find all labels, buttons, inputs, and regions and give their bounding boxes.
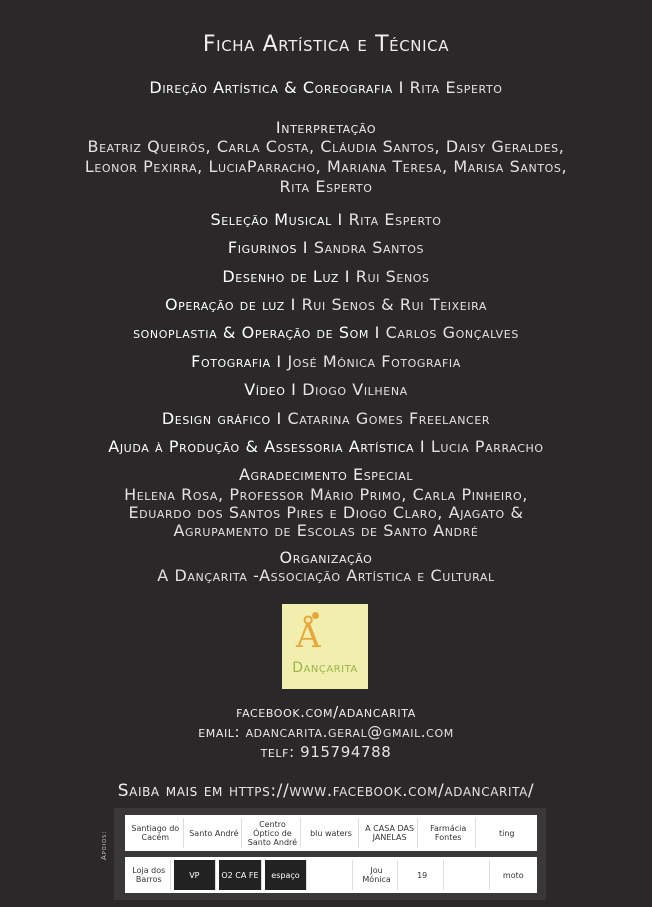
credit-direcao xyxy=(0,78,652,98)
credit-name: Catarina Gomes Freelancer xyxy=(287,409,491,428)
saiba-url-link[interactable]: https://www.facebook.com/adancarita/ xyxy=(229,781,535,801)
credit-item xyxy=(0,437,652,457)
saiba-label: Saiba mais em xyxy=(117,781,224,801)
credit-role: Ajuda à Produção & Assessoria Artística xyxy=(108,437,415,456)
sponsor-logo: Santo André xyxy=(187,818,243,848)
credit-role: Vídeo xyxy=(244,380,286,399)
sponsors-row-2 xyxy=(125,857,537,893)
credit-name: José Mónica Fotografia xyxy=(287,352,461,371)
apoios-label: Apoios: xyxy=(100,830,108,860)
credit-name: Diogo Vilhena xyxy=(302,380,408,399)
credit-separator: I xyxy=(337,210,343,229)
sponsor-logo xyxy=(310,860,353,890)
credit-name: Rita Esperto xyxy=(348,210,442,229)
credit-separator: I xyxy=(374,323,380,342)
sponsor-logo: Loja dos Barros xyxy=(128,860,171,890)
sponsor-logo: moto xyxy=(502,870,524,880)
facebook-link[interactable]: facebook.com/adancarita xyxy=(236,703,416,721)
sponsor-logo: Farmácia Fontes xyxy=(421,818,477,848)
credit-separator: I xyxy=(276,352,282,371)
sponsor-logo xyxy=(447,860,490,890)
agradecimento-line-1: Helena Rosa, Professor Mário Primo, Carla Pinheiro, xyxy=(124,485,528,504)
interpretacao-heading: Interpretação xyxy=(275,118,377,137)
agradecimento-line-2: Eduardo dos Santos Pires e Diogo Claro, Ajagato & xyxy=(128,503,524,522)
credit-separator: I xyxy=(344,267,351,286)
credit-name: Rui Senos xyxy=(355,267,430,286)
organizacao-name: A Dançarita -Associação Artística e Cultural xyxy=(157,566,495,585)
page-title: Ficha Artística e Técnica xyxy=(202,32,450,57)
credit-separator: I xyxy=(276,409,282,428)
credit-item xyxy=(0,380,652,400)
credit-role: Direção Artística & Coreografia xyxy=(149,78,393,97)
agradecimento-heading: Agradecimento Especial xyxy=(238,465,414,484)
saiba-mais xyxy=(0,781,652,801)
email-label: email: xyxy=(198,723,241,741)
credit-name: Rui Senos & Rui Teixeira xyxy=(301,295,488,314)
email-line xyxy=(0,723,652,742)
credit-separator: I xyxy=(302,238,309,257)
credit-name: Carlos Gonçalves xyxy=(385,323,519,342)
sponsor-logo: Centro Óptico de Santo André xyxy=(245,818,301,848)
credit-item xyxy=(0,295,652,315)
credit-role: Seleção Musical xyxy=(210,210,332,229)
credit-separator: I xyxy=(398,78,404,97)
organizacao-heading: Organização xyxy=(279,548,373,567)
sponsor-logo: blu waters xyxy=(304,818,360,848)
agradecimento-line-3: Agrupamento de Escolas de Santo André xyxy=(173,521,479,540)
credit-role: Operação de luz xyxy=(164,295,285,314)
credit-separator: I xyxy=(290,295,296,314)
sponsors-row-1 xyxy=(125,815,537,851)
credit-item xyxy=(0,323,652,343)
interpretacao-line-3: Rita Esperto xyxy=(279,177,373,196)
logo-figure-icon: Å xyxy=(296,616,321,656)
credit-role: Desenho de Luz xyxy=(222,267,340,286)
sponsor-logo: ting xyxy=(499,828,515,838)
tel-number: 915794788 xyxy=(300,743,392,761)
credit-item xyxy=(0,267,652,287)
credit-name: Sandra Santos xyxy=(313,238,425,257)
credit-separator: I xyxy=(291,380,297,399)
sponsor-logo: VP xyxy=(174,860,217,890)
sponsor-logo: A CASA DAS JANELAS xyxy=(362,818,418,848)
credit-item xyxy=(0,238,652,258)
credit-item xyxy=(0,210,652,230)
sponsor-logo: Santiago do Cacém xyxy=(128,818,184,848)
credit-role: Fotografia xyxy=(191,352,271,371)
credit-role: sonoplastia & Operação de Som xyxy=(133,323,369,342)
sponsor-logo: O2 CA FE xyxy=(219,860,262,890)
tel-label: telf: xyxy=(260,743,295,761)
credit-role: Figurinos xyxy=(227,238,298,257)
credit-item xyxy=(0,352,652,372)
sponsor-logo: Jou Mónica xyxy=(356,860,399,890)
dancarita-logo xyxy=(282,604,368,689)
credit-role: Design gráfico xyxy=(161,409,271,428)
credit-name: Rita Esperto xyxy=(409,78,503,97)
credit-separator: I xyxy=(419,437,426,456)
sponsor-logo: espaço xyxy=(265,860,308,890)
email-link[interactable]: adancarita.geral@gmail.com xyxy=(245,723,454,741)
logo-text: Dançarita xyxy=(292,660,358,676)
sponsor-logo: 19 xyxy=(401,860,444,890)
tel-line xyxy=(0,743,652,762)
credit-item xyxy=(0,409,652,429)
interpretacao-line-1: Beatriz Queirós, Carla Costa, Cláudia Santos, Daisy Geraldes, xyxy=(87,137,565,156)
credit-name: Lucia Parracho xyxy=(430,437,544,456)
interpretacao-line-2: Leonor Pexirra, LuciaParracho, Mariana Teresa, Marisa Santos, xyxy=(84,157,568,176)
